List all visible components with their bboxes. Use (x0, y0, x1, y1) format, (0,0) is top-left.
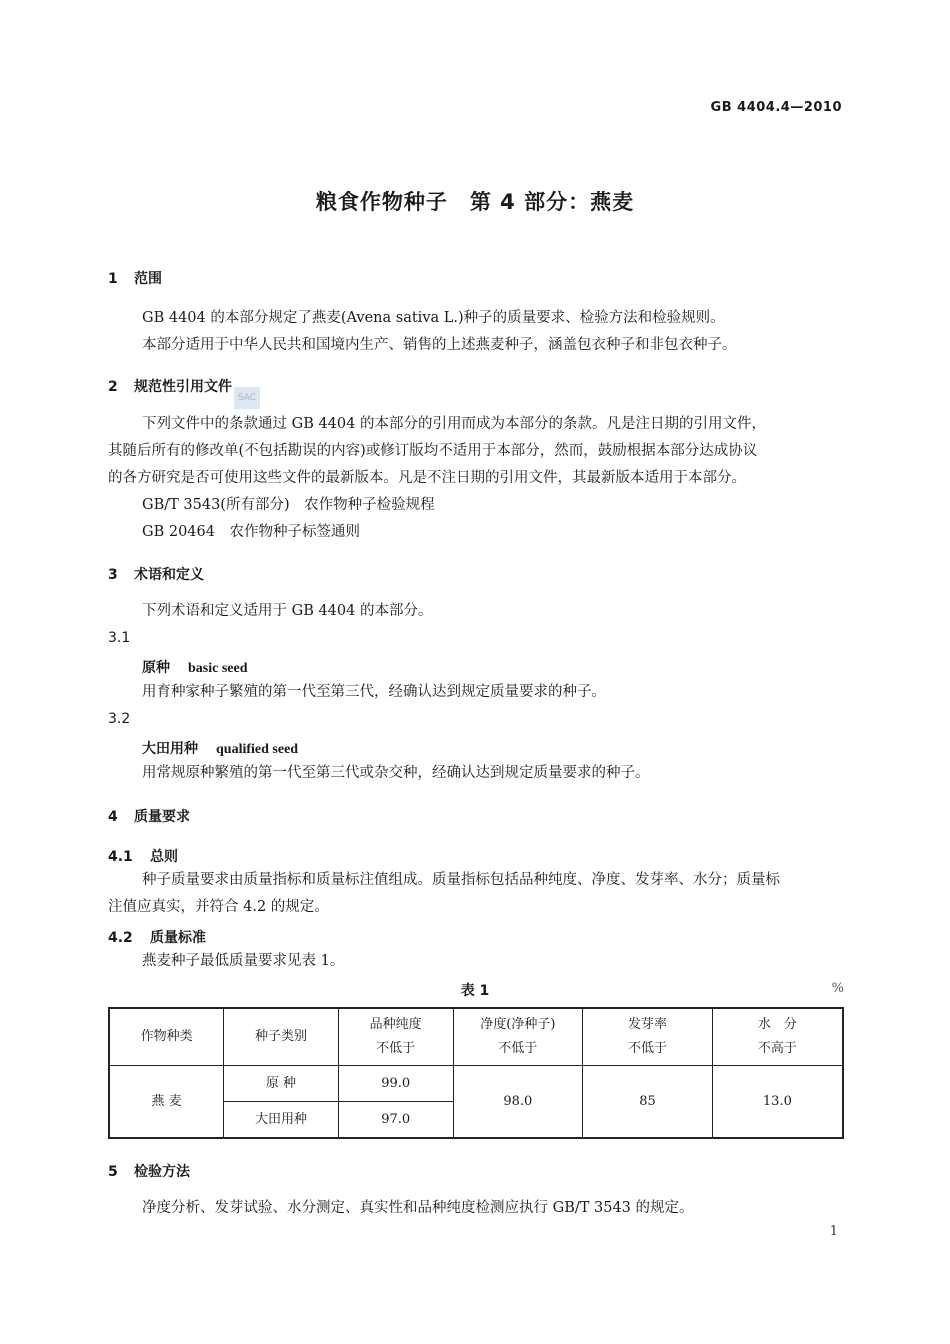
cell-purity-basic: 99.0 (338, 1066, 453, 1102)
subsection-4-2-heading (108, 927, 206, 947)
table-row (109, 1066, 843, 1102)
section-number: 3 (108, 567, 118, 583)
header-line: 发芽率 (627, 1017, 667, 1032)
section-title: 术语和定义 (134, 567, 204, 583)
section-3-heading (108, 564, 204, 584)
section-title: 总则 (150, 849, 178, 865)
section-1-paragraph-2: 本部分适用于中华人民共和国境内生产、销售的上述燕麦种子，涵盖包衣种子和非包衣种子。 (142, 337, 737, 353)
header-cleanliness (453, 1008, 583, 1066)
section-title: 规范性引用文件 (134, 379, 232, 395)
section-4-heading (108, 806, 190, 826)
header-germination (583, 1008, 713, 1066)
term-3-1-number: 3.1 (108, 630, 131, 646)
section-number: 1 (108, 271, 118, 287)
term-3-1 (142, 657, 248, 677)
header-line: 不低于 (376, 1041, 416, 1056)
cell-germination: 85 (583, 1066, 713, 1139)
table-unit: % (831, 981, 844, 996)
cell-cleanliness: 98.0 (453, 1066, 583, 1139)
section-number: 5 (108, 1164, 118, 1180)
header-line: 不低于 (498, 1041, 538, 1056)
section-number: 4 (108, 809, 118, 825)
section-title: 质量标准 (150, 930, 206, 946)
cell-crop: 燕 麦 (109, 1066, 224, 1139)
section-number: 2 (108, 379, 118, 395)
sac-watermark: SAC (234, 387, 260, 409)
section-2-paragraph-line-3: 的各方研究是否可使用这些文件的最新版本。凡是不注日期的引用文件，其最新版本适用于本部分。 (108, 470, 746, 486)
term-chinese: 大田用种 (142, 741, 198, 757)
header-category: 种子类别 (224, 1008, 339, 1066)
section-2-paragraph-line-1: 下列文件中的条款通过 GB 4404 的本部分的引用而成为本部分的条款。凡是注日期的引用文件， (142, 416, 766, 432)
subsection-4-1-heading (108, 846, 178, 866)
section-5-heading (108, 1161, 190, 1181)
reference-gbt3543: GB/T 3543(所有部分) 农作物种子检验规程 (142, 497, 435, 513)
term-3-1-definition: 用育种家种子繁殖的第一代至第三代，经确认达到规定质量要求的种子。 (142, 684, 606, 700)
term-3-2-number: 3.2 (108, 711, 131, 727)
document-title: 粮食作物种子 第 4 部分：燕麦 (315, 190, 635, 214)
cell-purity-qualified: 97.0 (338, 1102, 453, 1139)
page-number: 1 (829, 1224, 838, 1239)
header-line: 不低于 (627, 1041, 667, 1056)
header-purity (338, 1008, 453, 1066)
section-5-paragraph: 净度分析、发芽试验、水分测定、真实性和品种纯度检测应执行 GB/T 3543 的规定。 (142, 1200, 694, 1216)
term-3-2 (142, 738, 298, 758)
section-2-heading (108, 376, 232, 396)
section-title: 检验方法 (134, 1164, 190, 1180)
subsection-4-2-paragraph: 燕麦种子最低质量要求见表 1。 (142, 953, 345, 969)
subsection-4-1-line-1: 种子质量要求由质量指标和质量标注值组成。质量指标包括品种纯度、净度、发芽率、水分；质量标 (142, 872, 780, 888)
section-1-paragraph-1: GB 4404 的本部分规定了燕麦(Avena sativa L.)种子的质量要求、检验方法和检验规则。 (142, 310, 725, 326)
section-title: 范围 (134, 271, 162, 287)
term-3-2-definition: 用常规原种繁殖的第一代至第三代或杂交种，经确认达到规定质量要求的种子。 (142, 765, 650, 781)
header-crop: 作物种类 (109, 1008, 224, 1066)
header-line: 净度(净种子) (480, 1017, 556, 1032)
term-english: qualified seed (216, 742, 299, 757)
section-2-paragraph-line-2: 其随后所有的修改单(不包括勘误的内容)或修订版均不适用于本部分，然而，鼓励根据本部分达成协议 (108, 443, 758, 459)
header-line: 品种纯度 (369, 1017, 422, 1032)
section-1-heading (108, 268, 162, 288)
standard-number: GB 4404.4—2010 (710, 100, 842, 115)
header-line: 水 分 (757, 1017, 797, 1032)
quality-table (108, 1007, 844, 1139)
header-line: 不高于 (757, 1041, 797, 1056)
header-moisture (712, 1008, 843, 1066)
section-number: 4.2 (108, 930, 133, 946)
subsection-4-1-line-2: 注值应真实，并符合 4.2 的规定。 (108, 899, 329, 915)
cell-category-basic: 原 种 (224, 1066, 339, 1102)
reference-gb20464: GB 20464 农作物种子标签通则 (142, 524, 360, 540)
table-header-row (109, 1008, 843, 1066)
term-english: basic seed (188, 661, 248, 676)
section-3-paragraph: 下列术语和定义适用于 GB 4404 的本部分。 (142, 603, 433, 619)
section-number: 4.1 (108, 849, 133, 865)
term-chinese: 原种 (142, 660, 170, 676)
section-title: 质量要求 (134, 809, 190, 825)
table-title: 表 1 (460, 983, 490, 999)
cell-moisture: 13.0 (712, 1066, 843, 1139)
cell-category-qualified: 大田用种 (224, 1102, 339, 1139)
